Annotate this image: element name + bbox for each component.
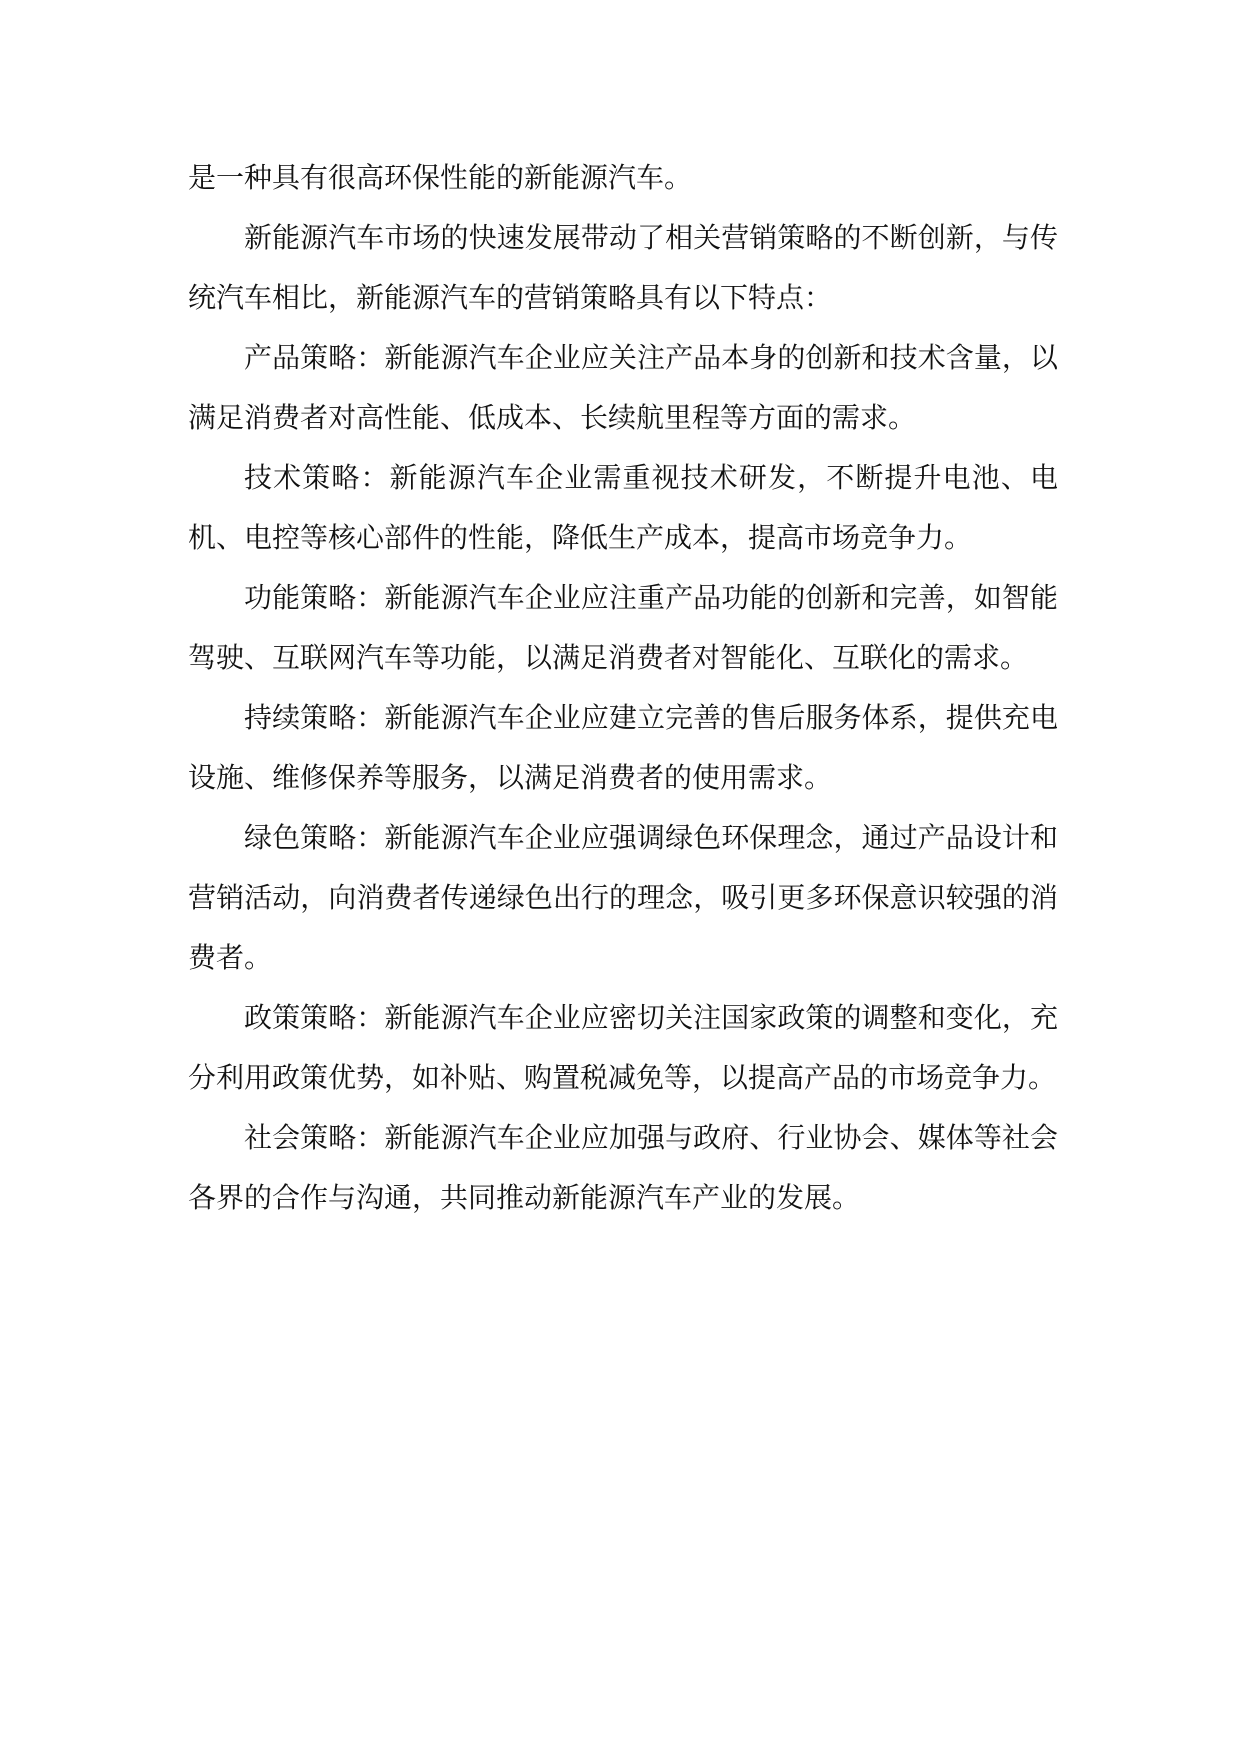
paragraph-policy-strategy: 政策策略：新能源汽车企业应密切关注国家政策的调整和变化，充分利用政策优势，如补贴、购置税减免等，以提高产品的市场竞争力。 [188,1001,1058,1094]
document-body [188,148,1058,1228]
paragraph-service-strategy: 持续策略：新能源汽车企业应建立完善的售后服务体系，提供充电设施、维修保养等服务，以满足消费者的使用需求。 [188,701,1058,794]
paragraph-green-strategy: 绿色策略：新能源汽车企业应强调绿色环保理念，通过产品设计和营销活动，向消费者传递绿色出行的理念，吸引更多环保意识较强的消费者。 [188,821,1058,974]
paragraph-intro: 新能源汽车市场的快速发展带动了相关营销策略的不断创新，与传统汽车相比，新能源汽车的营销策略具有以下特点： [188,221,1058,314]
paragraph-product-strategy: 产品策略：新能源汽车企业应关注产品本身的创新和技术含量，以满足消费者对高性能、低成本、长续航里程等方面的需求。 [188,341,1058,434]
paragraph-function-strategy: 功能策略：新能源汽车企业应注重产品功能的创新和完善，如智能驾驶、互联网汽车等功能，以满足消费者对智能化、互联化的需求。 [188,581,1058,674]
paragraph-technology-strategy: 技术策略：新能源汽车企业需重视技术研发，不断提升电池、电机、电控等核心部件的性能，降低生产成本，提高市场竞争力。 [188,461,1058,554]
paragraph-continuation: 是一种具有很高环保性能的新能源汽车。 [188,161,693,194]
paragraph-social-strategy: 社会策略：新能源汽车企业应加强与政府、行业协会、媒体等社会各界的合作与沟通，共同推动新能源汽车产业的发展。 [188,1121,1058,1214]
